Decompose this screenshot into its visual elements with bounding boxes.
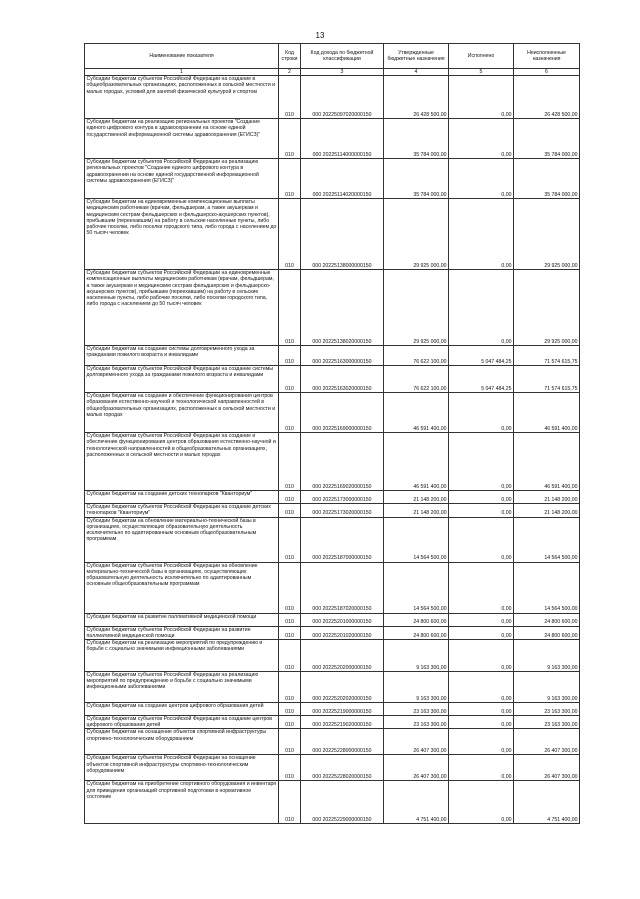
header-budget-code: Код дохода по бюджетной классификации xyxy=(301,44,384,69)
unexecuted-amount: 26 407 300,00 xyxy=(514,755,580,781)
unexecuted-amount: 26 428 500,00 xyxy=(514,76,580,119)
unexecuted-amount: 9 163 300,00 xyxy=(514,672,580,703)
line-code: 010 xyxy=(279,491,301,504)
indicator-name: Субсидии бюджетам субъектов Российской Федерации на обновление материально-технической базы в организациях, осуществляющих образовательную деятельность исключительно по адаптированным основным общеобразовательным программам xyxy=(85,562,279,613)
column-index: 5 xyxy=(449,69,514,76)
indicator-name: Субсидии бюджетам субъектов Российской Федерации на создание и обеспечение функционирования центров образования естественно-научной и технологической направленностей в общеобразовательных организациях, расположенных в сельской местности и малых городах xyxy=(85,433,279,491)
table-row xyxy=(85,199,580,270)
approved-amount: 76 622 100,00 xyxy=(384,366,449,393)
indicator-name: Субсидии бюджетам на создание и обеспечение функционирования центров образования естественно-научной и технологической направленностей в общеобразовательных организациях, расположенных в сельской местности и малых городах xyxy=(85,393,279,433)
indicator-name: Субсидии бюджетам субъектов Российской Федерации на создание центров цифрового образования детей xyxy=(85,716,279,729)
revenue-report-table xyxy=(84,43,580,824)
column-index: 4 xyxy=(384,69,449,76)
line-code: 010 xyxy=(279,613,301,626)
indicator-name: Субсидии бюджетам на оснащение объектов спортивной инфраструктуры спортивно-технологическим оборудованием xyxy=(85,729,279,755)
executed-amount: 0,00 xyxy=(449,703,514,716)
budget-code: 000 20225187000000150 xyxy=(301,517,384,562)
unexecuted-amount: 24 800 600,00 xyxy=(514,613,580,626)
column-index: 3 xyxy=(301,69,384,76)
approved-amount: 23 163 300,00 xyxy=(384,703,449,716)
budget-code: 000 20225097020000150 xyxy=(301,76,384,119)
budget-code: 000 20225228000000150 xyxy=(301,729,384,755)
approved-amount: 21 148 200,00 xyxy=(384,491,449,504)
approved-amount: 26 428 500,00 xyxy=(384,76,449,119)
column-index: 1 xyxy=(85,69,279,76)
table-row xyxy=(85,703,580,716)
line-code: 010 xyxy=(279,755,301,781)
line-code: 010 xyxy=(279,119,301,159)
budget-code: 000 20225169020000150 xyxy=(301,433,384,491)
budget-code: 000 20225187020000150 xyxy=(301,562,384,613)
executed-amount: 0,00 xyxy=(449,517,514,562)
table-row xyxy=(85,672,580,703)
executed-amount: 0,00 xyxy=(449,159,514,199)
table-row xyxy=(85,346,580,366)
line-code: 010 xyxy=(279,640,301,672)
indicator-name: Субсидии бюджетам субъектов Российской Федерации на создание детских технопарков "Кванториум" xyxy=(85,504,279,517)
executed-amount: 0,00 xyxy=(449,716,514,729)
budget-code: 000 20225173020000150 xyxy=(301,504,384,517)
executed-amount: 0,00 xyxy=(449,76,514,119)
table-row xyxy=(85,517,580,562)
executed-amount: 0,00 xyxy=(449,562,514,613)
executed-amount: 0,00 xyxy=(449,504,514,517)
approved-amount: 9 163 300,00 xyxy=(384,640,449,672)
table-row xyxy=(85,562,580,613)
line-code: 010 xyxy=(279,672,301,703)
approved-amount: 24 800 600,00 xyxy=(384,613,449,626)
indicator-name: Субсидии бюджетам субъектов Российской Федерации на оснащение объектов спортивной инфраструктуры спортивно-технологическим оборудованием xyxy=(85,755,279,781)
unexecuted-amount: 14 564 500,00 xyxy=(514,562,580,613)
executed-amount: 0,00 xyxy=(449,729,514,755)
table-row xyxy=(85,76,580,119)
budget-code: 000 20225228020000150 xyxy=(301,755,384,781)
executed-amount: 0,00 xyxy=(449,613,514,626)
table-row xyxy=(85,393,580,433)
line-code: 010 xyxy=(279,199,301,270)
table-body xyxy=(85,76,580,824)
approved-amount: 26 407 300,00 xyxy=(384,729,449,755)
budget-code: 000 20225219000000150 xyxy=(301,703,384,716)
indicator-name: Субсидии бюджетам на реализацию мероприятий по предупреждению и борьбе с социально значимыми инфекционными заболеваниями xyxy=(85,640,279,672)
column-index: 2 xyxy=(279,69,301,76)
table-row xyxy=(85,626,580,639)
executed-amount: 0,00 xyxy=(449,626,514,639)
unexecuted-amount: 46 591 400,00 xyxy=(514,433,580,491)
line-code: 010 xyxy=(279,270,301,346)
executed-amount: 0,00 xyxy=(449,270,514,346)
approved-amount: 35 784 000,00 xyxy=(384,119,449,159)
line-code: 010 xyxy=(279,433,301,491)
budget-code: 000 20225229000000150 xyxy=(301,781,384,824)
table-row xyxy=(85,119,580,159)
table-row xyxy=(85,270,580,346)
approved-amount: 14 564 500,00 xyxy=(384,517,449,562)
approved-amount: 76 622 100,00 xyxy=(384,346,449,366)
unexecuted-amount: 35 784 000,00 xyxy=(514,119,580,159)
approved-amount: 9 163 300,00 xyxy=(384,672,449,703)
unexecuted-amount: 14 564 500,00 xyxy=(514,517,580,562)
indicator-name: Субсидии бюджетам на создание детских технопарков "Кванториум" xyxy=(85,491,279,504)
approved-amount: 46 591 400,00 xyxy=(384,393,449,433)
indicator-name: Субсидии бюджетам субъектов Российской Федерации на реализацию мероприятий по предупреждению и борьбе с социально значимыми инфекционными заболеваниями xyxy=(85,672,279,703)
indicator-name: Субсидии бюджетам субъектов Российской Федерации на создание системы долговременного ухода за гражданами пожилого возраста и инвалидами xyxy=(85,366,279,393)
header-executed: Исполнено xyxy=(449,44,514,69)
executed-amount: 5 047 484,25 xyxy=(449,346,514,366)
executed-amount: 0,00 xyxy=(449,393,514,433)
indicator-name: Субсидии бюджетам на приобретение спортивного оборудования и инвентаря для приведения организаций спортивной подготовки в нормативное состояние xyxy=(85,781,279,824)
budget-code: 000 20225114000000150 xyxy=(301,119,384,159)
indicator-name: Субсидии бюджетам на создание системы долговременного ухода за гражданами пожилого возраста и инвалидами xyxy=(85,346,279,366)
unexecuted-amount: 71 574 615,75 xyxy=(514,366,580,393)
budget-code: 000 20225169000000150 xyxy=(301,393,384,433)
line-code: 010 xyxy=(279,159,301,199)
unexecuted-amount: 46 591 400,00 xyxy=(514,393,580,433)
line-code: 010 xyxy=(279,366,301,393)
page-number: 13 xyxy=(315,31,325,40)
approved-amount: 14 564 500,00 xyxy=(384,562,449,613)
table-row xyxy=(85,716,580,729)
table-row xyxy=(85,781,580,824)
approved-amount: 35 784 000,00 xyxy=(384,159,449,199)
executed-amount: 0,00 xyxy=(449,199,514,270)
unexecuted-amount: 24 800 600,00 xyxy=(514,626,580,639)
indicator-name: Субсидии бюджетам субъектов Российской Федерации на развитие паллиативной медицинской помощи xyxy=(85,626,279,639)
line-code: 010 xyxy=(279,626,301,639)
header-unexecuted: Неисполненные назначения xyxy=(514,44,580,69)
budget-code: 000 20225138000000150 xyxy=(301,199,384,270)
unexecuted-amount: 23 163 300,00 xyxy=(514,716,580,729)
table-row xyxy=(85,433,580,491)
approved-amount: 21 148 200,00 xyxy=(384,504,449,517)
table-row xyxy=(85,640,580,672)
line-code: 010 xyxy=(279,76,301,119)
budget-code: 000 20225163020000150 xyxy=(301,366,384,393)
approved-amount: 23 163 300,00 xyxy=(384,716,449,729)
executed-amount: 0,00 xyxy=(449,755,514,781)
indicator-name: Субсидии бюджетам на развитие паллиативной медицинской помощи xyxy=(85,613,279,626)
line-code: 010 xyxy=(279,781,301,824)
indicator-name: Субсидии бюджетам на единовременные компенсационные выплаты медицинским работникам (врачам, фельдшерам, а также акушеркам и медицинским сестрам фельдшерских и фельдшерско-акушерских пунктов), прибывшим (переехавшим) на работу в сельские населенные пункты, либо рабочие поселки, либо поселки городского типа, либо города с населением до 50 тысяч человек xyxy=(85,199,279,270)
unexecuted-amount: 71 574 615,75 xyxy=(514,346,580,366)
unexecuted-amount: 4 751 400,00 xyxy=(514,781,580,824)
approved-amount: 46 591 400,00 xyxy=(384,433,449,491)
budget-code: 000 20225201020000150 xyxy=(301,626,384,639)
line-code: 010 xyxy=(279,517,301,562)
approved-amount: 26 407 300,00 xyxy=(384,755,449,781)
unexecuted-amount: 29 925 000,00 xyxy=(514,270,580,346)
unexecuted-amount: 21 148 200,00 xyxy=(514,504,580,517)
header-indicator-name: Наименование показателя xyxy=(85,44,279,69)
approved-amount: 29 925 000,00 xyxy=(384,199,449,270)
executed-amount: 0,00 xyxy=(449,119,514,159)
unexecuted-amount: 21 148 200,00 xyxy=(514,491,580,504)
indicator-name: Субсидии бюджетам на реализацию региональных проектов "Создание единого цифрового контура в здравоохранении на основе единой государственной информационной системы здравоохранения (ЕГИСЗ)" xyxy=(85,119,279,159)
line-code: 010 xyxy=(279,562,301,613)
line-code: 010 xyxy=(279,716,301,729)
indicator-name: Субсидии бюджетам на создание центров цифрового образования детей xyxy=(85,703,279,716)
indicator-name: Субсидии бюджетам субъектов Российской Федерации на единовременные компенсационные выплаты медицинским работникам (врачам, фельдшерам, а также акушеркам и медицинским сестрам фельдшерских и фельдшерско-акушерских пунктов), прибывшим (переехавшим) на работу в сельские населенные пункты, либо рабочие поселки, либо поселки городского типа, либо города с населением до 50 тысяч человек xyxy=(85,270,279,346)
executed-amount: 0,00 xyxy=(449,491,514,504)
unexecuted-amount: 35 784 000,00 xyxy=(514,159,580,199)
table-row xyxy=(85,159,580,199)
budget-code: 000 20225173000000150 xyxy=(301,491,384,504)
unexecuted-amount: 23 163 300,00 xyxy=(514,703,580,716)
header-line-code: Код строки xyxy=(279,44,301,69)
table-row xyxy=(85,491,580,504)
table-row xyxy=(85,729,580,755)
line-code: 010 xyxy=(279,729,301,755)
table-row xyxy=(85,504,580,517)
column-index-row xyxy=(85,69,580,76)
executed-amount: 0,00 xyxy=(449,640,514,672)
approved-amount: 29 925 000,00 xyxy=(384,270,449,346)
unexecuted-amount: 26 407 300,00 xyxy=(514,729,580,755)
column-index: 6 xyxy=(514,69,580,76)
table-row xyxy=(85,366,580,393)
unexecuted-amount: 9 163 300,00 xyxy=(514,640,580,672)
indicator-name: Субсидии бюджетам субъектов Российской Федерации на реализацию региональных проектов "Создание единого цифрового контура в здравоохранении на основе единой государственной информационной системы здравоохранения (ЕГИСЗ)" xyxy=(85,159,279,199)
approved-amount: 24 800 600,00 xyxy=(384,626,449,639)
approved-amount: 4 751 400,00 xyxy=(384,781,449,824)
line-code: 010 xyxy=(279,346,301,366)
indicator-name: Субсидии бюджетам на обновление материально-технической базы в организациях, осуществляющих образовательную деятельность исключительно по адаптированным основным общеобразовательным программам xyxy=(85,517,279,562)
budget-code: 000 20225163000000150 xyxy=(301,346,384,366)
table-row xyxy=(85,755,580,781)
budget-code: 000 20225138020000150 xyxy=(301,270,384,346)
executed-amount: 0,00 xyxy=(449,781,514,824)
line-code: 010 xyxy=(279,504,301,517)
budget-code: 000 20225219020000150 xyxy=(301,716,384,729)
executed-amount: 0,00 xyxy=(449,433,514,491)
line-code: 010 xyxy=(279,393,301,433)
budget-code: 000 20225202020000150 xyxy=(301,672,384,703)
budget-code: 000 20225201000000150 xyxy=(301,613,384,626)
executed-amount: 5 047 484,25 xyxy=(449,366,514,393)
executed-amount: 0,00 xyxy=(449,672,514,703)
unexecuted-amount: 29 925 000,00 xyxy=(514,199,580,270)
budget-code: 000 20225202000000150 xyxy=(301,640,384,672)
table-header-row xyxy=(85,44,580,69)
indicator-name: Субсидии бюджетам субъектов Российской Федерации на создание в общеобразовательных организациях, расположенных в сельской местности и малых городах, условий для занятий физической культурой и спортом xyxy=(85,76,279,119)
budget-code: 000 20225114020000150 xyxy=(301,159,384,199)
table-row xyxy=(85,613,580,626)
line-code: 010 xyxy=(279,703,301,716)
header-approved: Утвержденные бюджетные назначения xyxy=(384,44,449,69)
